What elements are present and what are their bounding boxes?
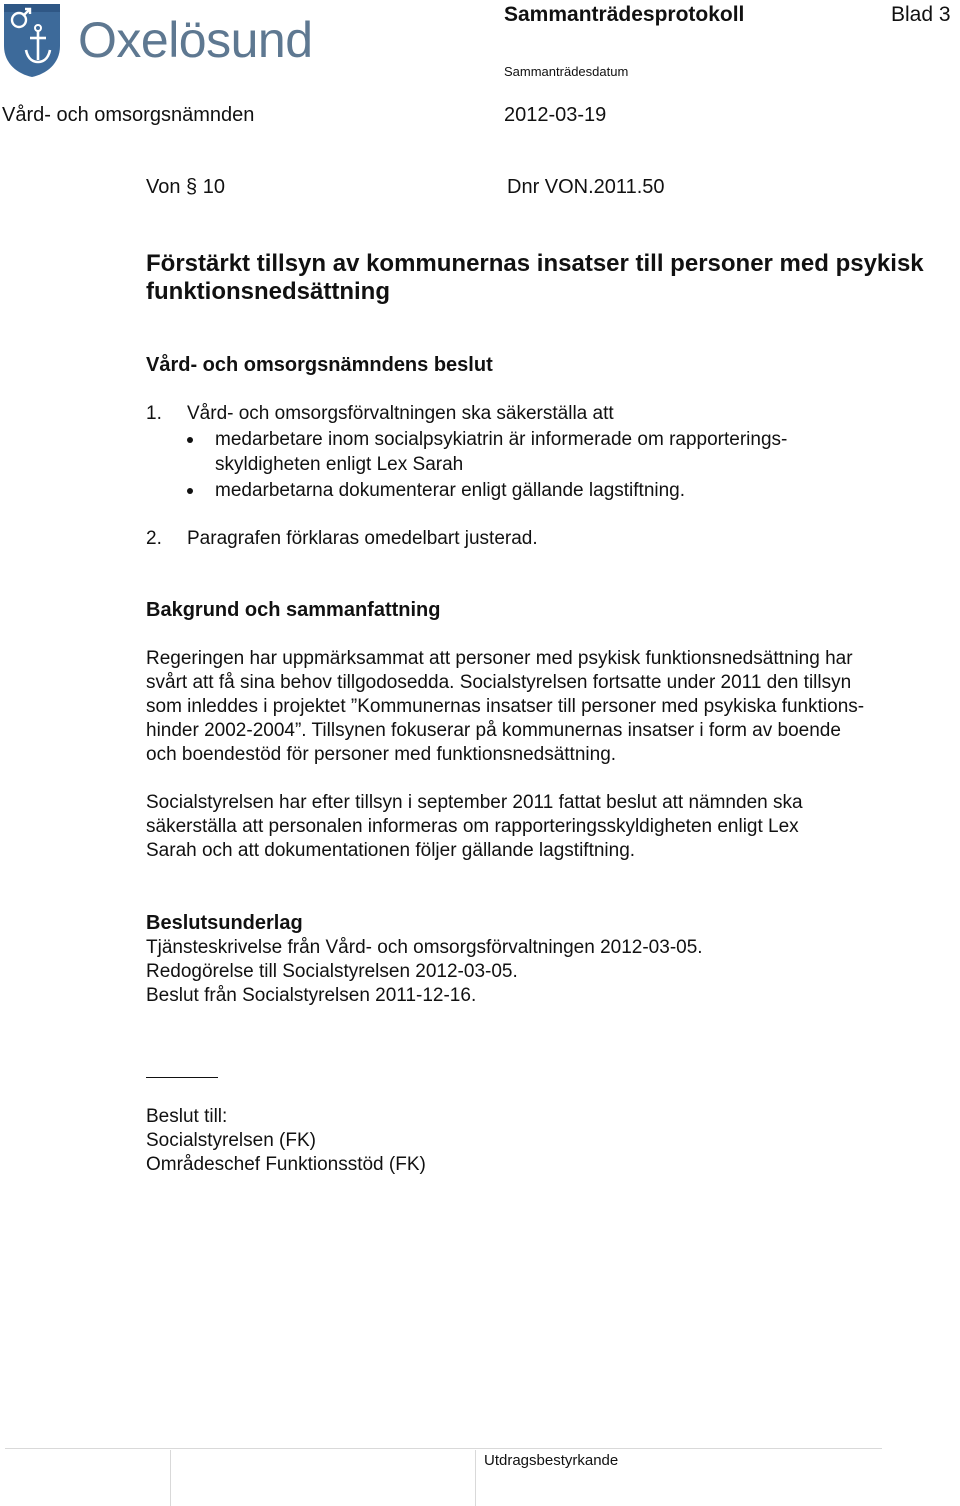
text-line: Sarah och att dokumentationen följer gällande lagstiftning. bbox=[146, 840, 636, 861]
coat-of-arms-icon bbox=[2, 2, 62, 78]
text-line: Socialstyrelsen har efter tillsyn i september 2011 fattat beslut att nämnden ska bbox=[146, 792, 803, 813]
bullet-item-continuation: skyldigheten enligt Lex Sarah bbox=[215, 454, 464, 475]
footer-cell-divider bbox=[475, 1450, 476, 1506]
basis-item: Redogörelse till Socialstyrelsen 2012-03-05. bbox=[146, 961, 518, 982]
basis-heading: Beslutsunderlag bbox=[146, 912, 303, 934]
text-line: och boendestöd för personer med funktionsnedsättning. bbox=[146, 744, 617, 765]
bullet-icon bbox=[187, 488, 193, 494]
background-paragraph bbox=[146, 647, 951, 767]
background-heading: Bakgrund och sammanfattning bbox=[146, 599, 441, 621]
text-line: hinder 2002-2004”. Tillsynen fokuserar på kommunernas insatser i form av boende bbox=[146, 720, 841, 741]
bullet-icon bbox=[187, 437, 193, 443]
basis-item: Tjänsteskrivelse från Vård- och omsorgsförvaltningen 2012-03-05. bbox=[146, 937, 703, 958]
case-reference: Dnr VON.2011.50 bbox=[507, 176, 665, 198]
distribution-list bbox=[146, 1105, 951, 1177]
text-line: svårt att få sina behov tillgodosedda. Socialstyrelsen fortsatte under 2011 den tillsyn bbox=[146, 672, 852, 693]
meeting-date: 2012-03-19 bbox=[504, 104, 607, 126]
committee-name: Vård- och omsorgsnämnden bbox=[2, 104, 255, 126]
divider bbox=[146, 1077, 218, 1078]
decision-item-number: 2. bbox=[146, 528, 162, 549]
decision-item-number: 1. bbox=[146, 403, 162, 424]
basis-item: Beslut från Socialstyrelsen 2011-12-16. bbox=[146, 985, 477, 1006]
page-title: Förstärkt tillsyn av kommunernas insatser till personer med psykisk funktionsnedsättning bbox=[146, 250, 924, 305]
meeting-date-label: Sammanträdesdatum bbox=[504, 64, 629, 79]
footer-divider bbox=[5, 1448, 882, 1449]
decision-heading: Vård- och omsorgsnämndens beslut bbox=[146, 354, 493, 376]
text-line: säkerställa att personalen informeras om rapporteringsskyldigheten enligt Lex bbox=[146, 816, 799, 837]
paragraph-number: Von § 10 bbox=[146, 176, 225, 198]
footer-certification-label: Utdragsbestyrkande bbox=[484, 1452, 619, 1469]
footer-cell-divider bbox=[170, 1450, 171, 1506]
document-type: Sammanträdesprotokoll bbox=[504, 3, 745, 26]
recipient: Områdeschef Funktionsstöd (FK) bbox=[146, 1154, 426, 1175]
page-number: Blad 3 bbox=[891, 3, 951, 26]
municipality-logo bbox=[0, 0, 340, 80]
bullet-item: medarbetarna dokumenterar enligt gällande lagstiftning. bbox=[215, 480, 686, 501]
decision-item-text: Paragrafen förklaras omedelbart justerad. bbox=[187, 528, 538, 549]
bullet-item: medarbetare inom socialpsykiatrin är informerade om rapporterings- bbox=[215, 429, 788, 450]
text-line: Regeringen har uppmärksammat att personer med psykisk funktionsnedsättning har bbox=[146, 648, 853, 669]
logo-wordmark: Oxelösund bbox=[78, 12, 313, 68]
basis-list bbox=[146, 936, 951, 1008]
background-paragraph bbox=[146, 791, 951, 863]
decision-item-text: Vård- och omsorgsförvaltningen ska säkerställa att bbox=[187, 403, 614, 424]
text-line: som inleddes i projektet ”Kommunernas insatser till personer med psykiska funktions- bbox=[146, 696, 865, 717]
recipient: Socialstyrelsen (FK) bbox=[146, 1130, 316, 1151]
distribution-label: Beslut till: bbox=[146, 1106, 228, 1127]
